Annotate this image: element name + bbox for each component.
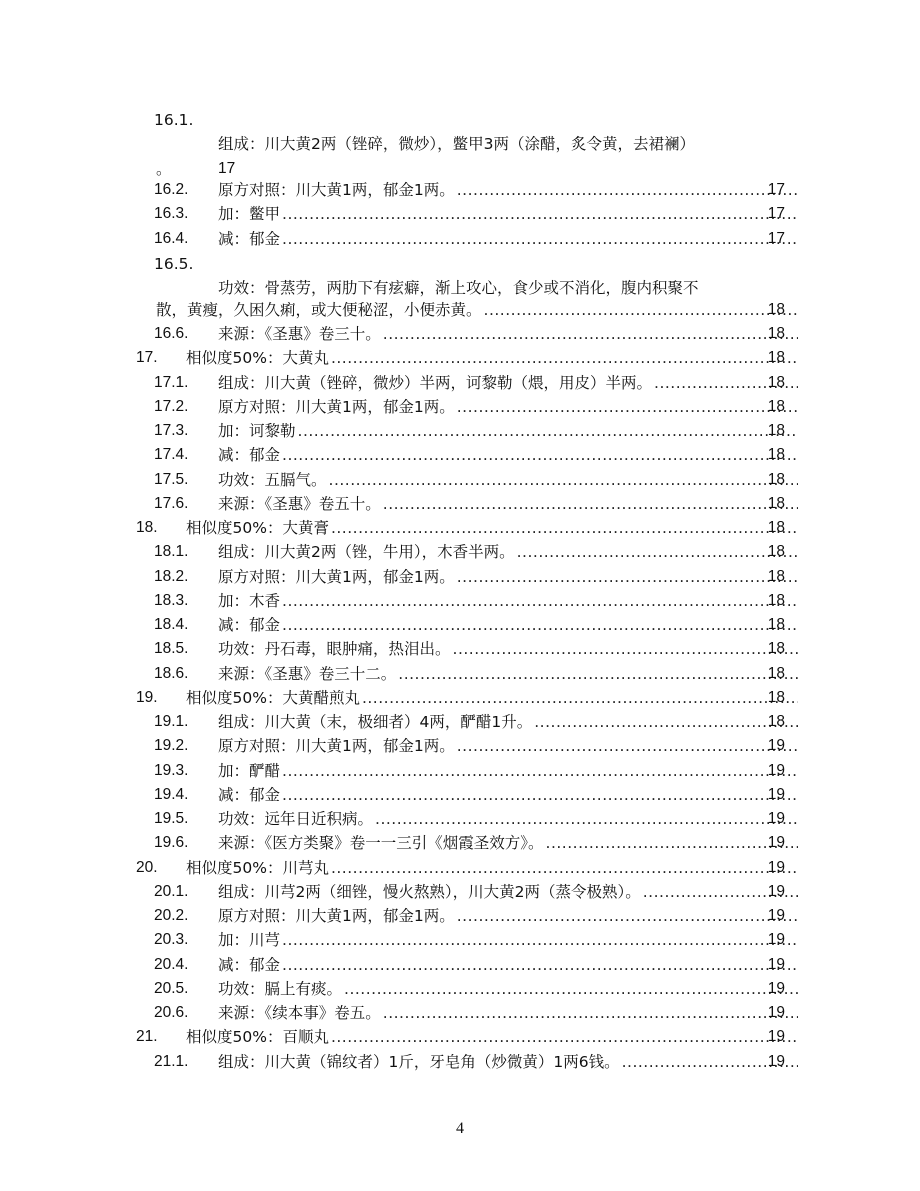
toc-entry-number: 18.2. (154, 567, 189, 585)
toc-entry-page: 18 (767, 373, 785, 391)
dot-leader (282, 759, 798, 783)
toc-entry-page: 19 (767, 1004, 785, 1021)
toc-entry-row[interactable] (0, 540, 920, 564)
toc-entry-number: 21. (136, 1028, 158, 1046)
toc-entry-row[interactable] (0, 831, 920, 855)
dot-leader (282, 928, 798, 952)
toc-entry-16-1-page: 17 (218, 160, 236, 177)
toc-section-row[interactable] (0, 1025, 920, 1049)
toc-entry-row[interactable] (0, 734, 920, 758)
toc-entry-number: 20.3. (154, 931, 189, 949)
toc-entry-page: 17 (767, 205, 785, 223)
toc-entry-number: 17.6. (154, 494, 189, 512)
toc-entry-page: 17 (767, 229, 785, 247)
toc-entry-title: 相似度50%：川芎丸 (186, 858, 329, 877)
toc-entry-row[interactable] (0, 977, 920, 1001)
toc-entry-row[interactable] (0, 468, 920, 492)
toc-entry-row[interactable] (0, 589, 920, 613)
toc-entry-page: 18 (767, 422, 785, 439)
toc-entry-row[interactable] (0, 662, 920, 686)
toc-entry-row[interactable] (0, 395, 920, 419)
toc-entry-page: 18 (767, 688, 785, 706)
dot-leader (383, 1001, 798, 1025)
toc-entry-title: 减：郁金 (218, 616, 281, 634)
toc-entry-page: 18 (767, 543, 785, 561)
toc-entry-number: 19.4. (154, 785, 189, 803)
toc-entry-number: 16.2. (154, 181, 189, 198)
dot-leader (484, 298, 798, 322)
toc-entry-page: 18 (767, 446, 785, 464)
dot-leader (457, 565, 798, 589)
toc-entry-number: 19.1. (154, 713, 189, 730)
toc-entry-row[interactable] (0, 443, 920, 467)
toc-entry-title: 相似度50%：百顺丸 (186, 1028, 329, 1047)
toc-entry-title: 组成：川大黄（末，极细者）4两，酽醋1升。 (218, 713, 533, 731)
toc-entry-number: 19.5. (154, 810, 189, 827)
toc-entry-number: 19. (136, 688, 158, 706)
dot-leader (282, 227, 798, 251)
toc-entry-row[interactable] (0, 227, 920, 251)
dot-leader (457, 395, 798, 419)
toc-entry-row[interactable] (0, 783, 920, 807)
toc-entry-row[interactable] (0, 565, 920, 589)
toc-entry-row[interactable] (0, 419, 920, 443)
page-number: 4 (456, 1120, 464, 1137)
dot-leader (457, 904, 798, 928)
toc-entry-row[interactable] (0, 807, 920, 831)
toc-entry-number: 16.6. (154, 325, 189, 342)
dot-leader (375, 807, 798, 831)
toc-entry-title: 来源：《医方类聚》卷一一三引《烟霞圣效方》。 (218, 834, 544, 853)
dot-leader (282, 783, 798, 807)
toc-entry-page: 18 (767, 591, 785, 609)
toc-entry-row[interactable] (0, 710, 920, 734)
toc-section-row[interactable] (0, 346, 920, 370)
toc-entry-number: 18. (136, 519, 158, 536)
toc-entry-row[interactable] (0, 613, 920, 637)
dot-leader (362, 686, 798, 710)
toc-entry-page: 19 (767, 931, 785, 949)
toc-entry-number: 17.3. (154, 422, 189, 439)
toc-entry-title: 组成：川芎2两（细锉，慢火熬熟），川大黄2两（蒸令极熟）。 (218, 882, 641, 901)
dot-leader (331, 856, 798, 880)
toc-entry-16-5-line2-row[interactable] (0, 298, 920, 322)
dot-leader (457, 178, 798, 202)
toc-entry-number: 18.1. (154, 543, 189, 561)
toc-entry-title: 原方对照：川大黄1两，郁金1两。 (218, 397, 455, 416)
toc-entry-page: 19 (767, 761, 785, 779)
toc-entry-page: 19 (767, 785, 785, 803)
toc-entry-number: 18.3. (154, 591, 189, 609)
toc-entry-row[interactable] (0, 202, 920, 226)
toc-entry-title: 相似度50%：大黄醋煎丸 (186, 688, 360, 707)
toc-entry-page: 18 (767, 349, 785, 367)
dot-leader (331, 346, 798, 370)
toc-entry-page: 18 (767, 567, 785, 585)
toc-entry-title: 加：诃黎勒 (218, 422, 296, 440)
dot-leader (383, 492, 798, 516)
toc-entry-page: 19 (767, 907, 785, 924)
toc-entry-title: 加：鳖甲 (218, 205, 281, 224)
toc-entry-row[interactable] (0, 953, 920, 977)
toc-entry-row[interactable] (0, 1050, 920, 1074)
toc-entry-title: 功效：远年日近积病。 (218, 810, 374, 828)
toc-entry-row[interactable] (0, 1001, 920, 1025)
toc-entry-page: 17 (767, 181, 785, 198)
toc-entry-title: 功效：丹石毒，眼肿痛，热泪出。 (218, 640, 451, 659)
toc-entry-number: 17.5. (154, 470, 189, 488)
toc-entry-number: 19.2. (154, 737, 189, 755)
toc-entry-page: 18 (767, 616, 785, 633)
toc-entry-16-1-line2: 。 (156, 160, 172, 178)
toc-entry-title: 原方对照：川大黄1两，郁金1两。 (218, 907, 455, 925)
toc-entry-number: 19.3. (154, 761, 189, 779)
dot-leader (457, 734, 798, 758)
toc-entry-number: 20. (136, 858, 158, 876)
toc-section-row[interactable] (0, 856, 920, 880)
toc-entry-row[interactable] (0, 371, 920, 395)
toc-entry-title: 来源：《圣惠》卷三十二。 (218, 664, 397, 683)
toc-entry-number: 20.6. (154, 1004, 189, 1021)
toc-entry-page: 18 (767, 397, 785, 415)
toc-entry-page: 19 (767, 810, 785, 827)
toc-entry-title: 功效：五膈气。 (218, 470, 327, 489)
toc-entry-number: 17.2. (154, 397, 189, 415)
toc-entry-title: 组成：川大黄（锉碎，微炒）半两，诃黎勒（煨，用皮）半两。 (218, 373, 653, 392)
toc-entry-row[interactable] (0, 492, 920, 516)
dot-leader (344, 977, 798, 1001)
toc-entry-number: 20.5. (154, 979, 189, 997)
toc-entry-title: 加：川芎 (218, 931, 281, 950)
toc-entry-page: 19 (767, 1028, 785, 1046)
toc-entry-title: 组成：川大黄（锦纹者）1斤，牙皂角（炒微黄）1两6钱。 (218, 1052, 620, 1071)
toc-entry-title: 加：酽醋 (218, 761, 281, 780)
toc-entry-number: 17.4. (154, 446, 189, 464)
toc-entry-page: 18 (767, 640, 785, 658)
toc-entry-title: 原方对照：川大黄1两，郁金1两。 (218, 737, 455, 756)
toc-entry-page: 19 (767, 882, 785, 900)
toc-section-row[interactable] (0, 686, 920, 710)
toc-entry-number: 18.5. (154, 640, 189, 658)
toc-entry-title: 来源：《圣惠》卷三十。 (218, 325, 381, 343)
toc-entry-title: 减：郁金 (218, 785, 281, 804)
toc-entry-number: 17.1. (154, 373, 189, 391)
toc-entry-title: 组成：川大黄2两（锉，牛用），木香半两。 (218, 543, 515, 562)
toc-section-row[interactable] (0, 516, 920, 540)
dot-leader (329, 468, 798, 492)
toc-entry-title: 相似度50%：大黄丸 (186, 349, 329, 368)
toc-entry-title: 加：木香 (218, 591, 281, 610)
toc-entry-16-5-page: 18 (767, 301, 785, 318)
toc-entry-title: 减：郁金 (218, 955, 281, 974)
toc-entry-number: 20.2. (154, 907, 189, 924)
toc-entry-row[interactable] (0, 178, 920, 202)
toc-entry-title: 来源：《续本事》卷五。 (218, 1004, 381, 1022)
toc-entry-title: 减：郁金 (218, 446, 281, 465)
toc-entry-page: 19 (767, 979, 785, 997)
dot-leader (298, 419, 798, 443)
toc-entry-row[interactable] (0, 322, 920, 346)
toc-entry-page: 18 (767, 519, 785, 536)
dot-leader (282, 953, 798, 977)
toc-entry-number: 20.1. (154, 882, 189, 900)
toc-entry-number: 21.1. (154, 1052, 189, 1070)
toc-entry-16-5-line2: 散，黄瘦，久困久痢，或大便秘涩，小便赤黄。 (156, 301, 482, 319)
toc-entry-number: 20.4. (154, 955, 189, 973)
toc-entry-number: 19.6. (154, 834, 189, 852)
toc-entry-number: 17. (136, 349, 158, 367)
toc-entry-title: 功效：膈上有痰。 (218, 979, 343, 998)
toc-entry-page: 19 (767, 834, 785, 852)
toc-entry-number: 16.4. (154, 229, 189, 247)
dot-leader (383, 322, 798, 346)
dot-leader (282, 589, 798, 613)
dot-leader (282, 202, 798, 226)
toc-entry-number: 18.6. (154, 664, 189, 682)
toc-entry-row[interactable] (0, 904, 920, 928)
toc-entry-number: 18.4. (154, 616, 189, 633)
toc-entry-page: 19 (767, 737, 785, 755)
toc-entry-16-5-number: 16.5. (154, 255, 194, 273)
toc-entry-row[interactable] (0, 637, 920, 661)
toc-entry-16-1-number: 16.1. (154, 111, 194, 129)
toc-entry-page: 19 (767, 858, 785, 876)
toc-entry-number: 16.3. (154, 205, 189, 223)
toc-entry-page: 19 (767, 1052, 785, 1070)
toc-entry-page: 18 (767, 494, 785, 512)
toc-entry-title: 原方对照：川大黄1两，郁金1两。 (218, 567, 455, 586)
toc-entry-title: 减：郁金 (218, 229, 281, 248)
dot-leader (453, 637, 798, 661)
toc-entry-16-5-line1[interactable]: 功效：骨蒸劳，两肋下有痃癖，渐上攻心，食少或不消化，腹内积聚不 (218, 279, 699, 297)
toc-entry-page: 18 (767, 325, 785, 342)
toc-entry-16-1-line1[interactable]: 组成：川大黄2两（锉碎，微炒），鳖甲3两（涂醋，炙令黄，去裙襕） (218, 135, 695, 153)
toc-entry-row[interactable] (0, 759, 920, 783)
toc-entry-page: 18 (767, 664, 785, 682)
toc-entry-title: 相似度50%：大黄膏 (186, 519, 329, 537)
toc-entry-title: 来源：《圣惠》卷五十。 (218, 494, 381, 513)
toc-entry-row[interactable] (0, 880, 920, 904)
dot-leader (282, 613, 798, 637)
toc-entry-title: 原方对照：川大黄1两，郁金1两。 (218, 181, 455, 199)
toc-entry-row[interactable] (0, 928, 920, 952)
dot-leader (331, 516, 798, 540)
toc-entry-page: 19 (767, 955, 785, 973)
dot-leader (282, 443, 798, 467)
toc-entry-page: 18 (767, 470, 785, 488)
dot-leader (398, 662, 798, 686)
dot-leader (331, 1025, 798, 1049)
toc-entry-page: 18 (767, 713, 785, 730)
